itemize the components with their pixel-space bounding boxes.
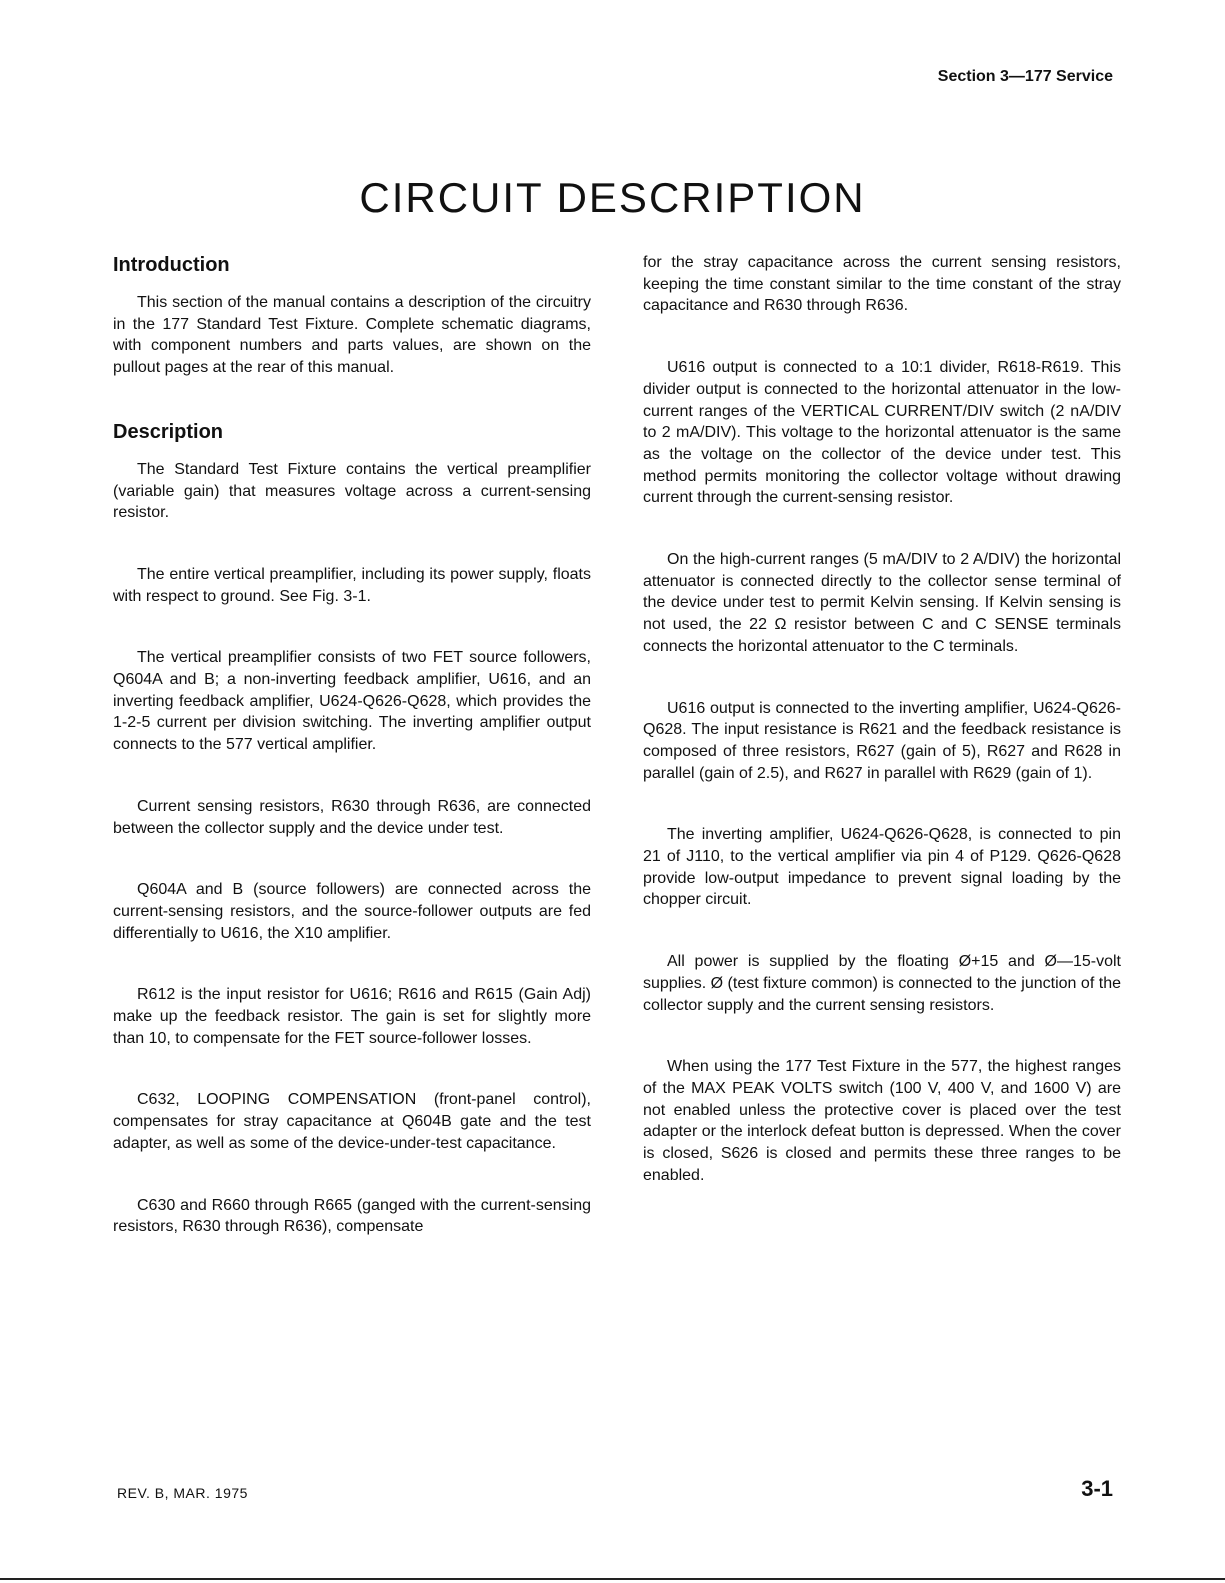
right-paragraph-5: All power is supplied by the floating Ø+15 and Ø—15-volt supplies. Ø (test fixture common) is connected to the junction of the collector supply and the current sensing resistors. <box>643 953 1121 1014</box>
description-paragraph-4: Current sensing resistors, R630 through R636, are connected between the collector supply and the device under test. <box>113 797 591 837</box>
description-paragraph-1: The Standard Test Fixture contains the vertical preamplifier (variable gain) that measures voltage across a current-sensing resistor. <box>113 460 591 522</box>
right-paragraph-4: The inverting amplifier, U624-Q626-Q628, is connected to pin 21 of J110, to the vertical amplifier via pin 4 of P129. Q626-Q628 provide low-output impedance to prevent signal loading by the chopper circuit. <box>643 826 1121 909</box>
description-paragraph-6: R612 is the input resistor for U616; R616 and R615 (Gain Adj) make up the feedback resistor. The gain is set for slightly more than 10, to compensate for the FET source-follower losses. <box>113 986 591 1047</box>
introduction-heading: Introduction <box>113 254 230 276</box>
page-number: 3-1 <box>1081 1476 1113 1501</box>
continued-paragraph: for the stray capacitance across the current sensing resistors, keeping the time constant similar to the time constant of the stray capacitance and R630 through R636. <box>643 254 1121 315</box>
right-paragraph-6: When using the 177 Test Fixture in the 577, the highest ranges of the MAX PEAK VOLTS switch (100 V, 400 V, and 1600 V) are not enabled unless the protective cover is placed over the test adapter or the interlock defeat button is depressed. When the cover is closed, S626 is closed and permits these three ranges to be enabled. <box>643 1058 1121 1184</box>
page-title: CIRCUIT DESCRIPTION <box>359 174 866 222</box>
description-heading: Description <box>113 420 224 443</box>
right-paragraph-2: On the high-current ranges (5 mA/DIV to 2 A/DIV) the horizontal attenuator is connected directly to the collector sense terminal of the device under test to permit Kelvin sensing. If Kelvin sensing is not used, the 22 Ω resistor between C and C SENSE terminals connects the horizontal attenuator to the C terminals. <box>643 551 1121 655</box>
bottom-border <box>0 1578 1225 1580</box>
right-paragraph-3: U616 output is connected to the inverting amplifier, U624-Q626-Q628. The input resistance is R621 and the feedback resistance is composed of three resistors, R627 (gain of 5), R627 and R628 in parallel (gain of 2.5), and R627 in parallel with R629 (gain of 1). <box>643 699 1121 782</box>
section-header: Section 3—177 Service <box>937 68 1113 85</box>
intro-paragraph: This section of the manual contains a description of the circuitry in the 177 Standard Test Fixture. Complete schematic diagrams, with component numbers and parts values, are shown on the pullout pages at the rear of this manual. <box>113 294 591 377</box>
description-paragraph-2: The entire vertical preamplifier, including its power supply, floats with respect to ground. See Fig. 3-1. <box>113 565 591 605</box>
description-paragraph-8: C630 and R660 through R665 (ganged with the current-sensing resistors, R630 through R636), compensate <box>113 1196 591 1236</box>
left-column <box>113 252 591 1238</box>
description-paragraph-7: C632, LOOPING COMPENSATION (front-panel control), compensates for stray capacitance at Q604B gate and the test adapter, as well as some of the device-under-test capacitance. <box>113 1091 591 1152</box>
description-paragraph-3: The vertical preamplifier consists of two FET source followers, Q604A and B; a non-inverting feedback amplifier, U616, and an inverting feedback amplifier, U624-Q626-Q628, which provides the 1-2-5 current per division switching. The inverting amplifier output connects to the 577 vertical amplifier. <box>113 649 591 754</box>
description-paragraph-5: Q604A and B (source followers) are connected across the current-sensing resistors, and the source-follower outputs are fed differentially to U616, the X10 amplifier. <box>113 881 591 942</box>
revision-note: REV. B, MAR. 1975 <box>117 1485 248 1501</box>
right-column <box>643 252 1121 1187</box>
right-paragraph-1: U616 output is connected to a 10:1 divider, R618-R619. This divider output is connected to the horizontal attenuator in the low-current ranges of the VERTICAL CURRENT/DIV switch (2 nA/DIV to 2 mA/DIV). This voltage to the horizontal attenuator is the same as the voltage on the collector of the device under test. This method permits monitoring the collector voltage without drawing current through the current-sensing resistor. <box>643 359 1121 507</box>
